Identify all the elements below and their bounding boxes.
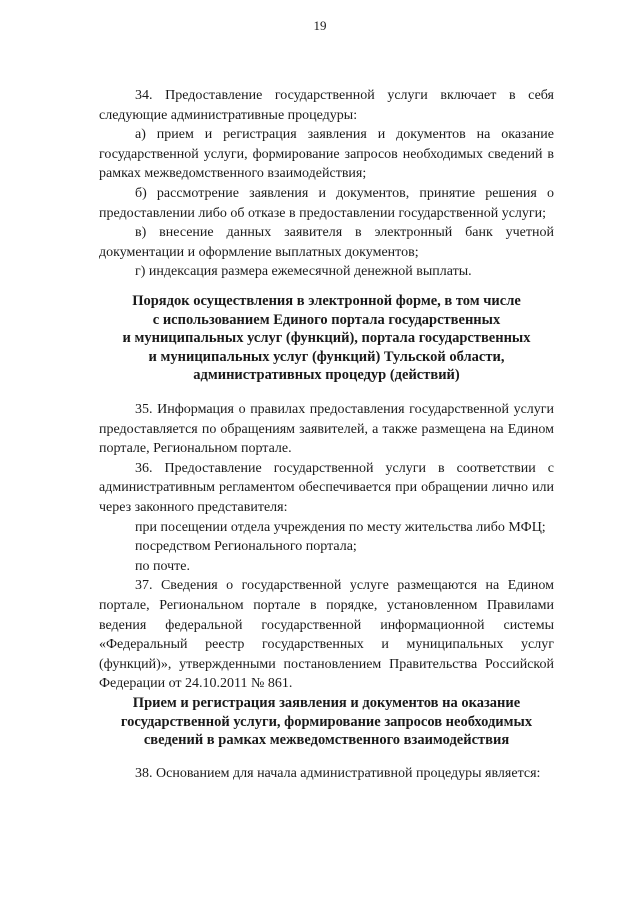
list-item-a: а) прием и регистрация заявления и документов на оказание государственной услуги, формирование запросов необходимых сведений в рамках межведомственного взаимодействия; — [99, 127, 554, 182]
paragraph-35: 35. Информация о правилах предоставления государственной услуги предоставляется по обращениям заявителей, а также размещена на Едином портале, Региональном портале. — [99, 402, 554, 457]
section-heading-electronic — [99, 292, 554, 385]
page-number: 19 — [313, 18, 327, 33]
heading-line: государственной услуги, формирование запросов необходимых — [120, 713, 533, 730]
option-visit: при посещении отдела учреждения по месту жительства либо МФЦ; — [135, 519, 546, 535]
heading-line: с использованием Единого портала государственных — [152, 311, 501, 328]
paragraph-37: 37. Сведения о государственной услуге размещаются на Едином портале, Региональном портале в порядке, установленном Правилами ведения федеральной государственной информационной системы «Федеральный реестр государственных и муниципальных услуг (функций)», утвержденными постановлением Правительства Российской Федерации от 24.10.2011 № 861. — [99, 578, 554, 692]
list-item-v: в) внесение данных заявителя в электронный банк учетной документации и оформление выплатных документов; — [99, 225, 554, 260]
paragraph-34: 34. Предоставление государственной услуги включает в себя следующие административные процедуры: — [99, 88, 554, 123]
registration-section-body — [99, 764, 554, 784]
paragraph-38: 38. Основанием для начала административной процедуры является: — [135, 766, 541, 781]
option-mail: по почте. — [135, 558, 190, 574]
list-item-g: г) индексация размера ежемесячной денежной выплаты. — [135, 264, 472, 280]
heading-line: сведений в рамках межведомственного взаимодействия — [143, 732, 510, 748]
section-heading-registration — [99, 694, 554, 750]
paragraph-36: 36. Предоставление государственной услуги в соответствии с административным регламентом обеспечивается при обращении лично или через законного представителя: — [99, 460, 554, 515]
option-portal: посредством Регионального портала; — [135, 539, 357, 555]
heading-line: и муниципальных услуг (функций), портала государственных — [122, 330, 531, 346]
electronic-section-body — [99, 400, 554, 694]
heading-line: Порядок осуществления в электронной форме, в том числе — [132, 293, 521, 309]
heading-line: Прием и регистрация заявления и документов на оказание — [132, 695, 521, 711]
heading-line: и муниципальных услуг (функций) Тульской области, — [148, 348, 505, 365]
heading-line: административных процедур (действий) — [193, 367, 460, 383]
list-item-b: б) рассмотрение заявления и документов, принятие решения о предоставлении либо об отказе в предоставлении государственной услуги; — [99, 185, 554, 221]
procedures-list — [99, 86, 554, 282]
